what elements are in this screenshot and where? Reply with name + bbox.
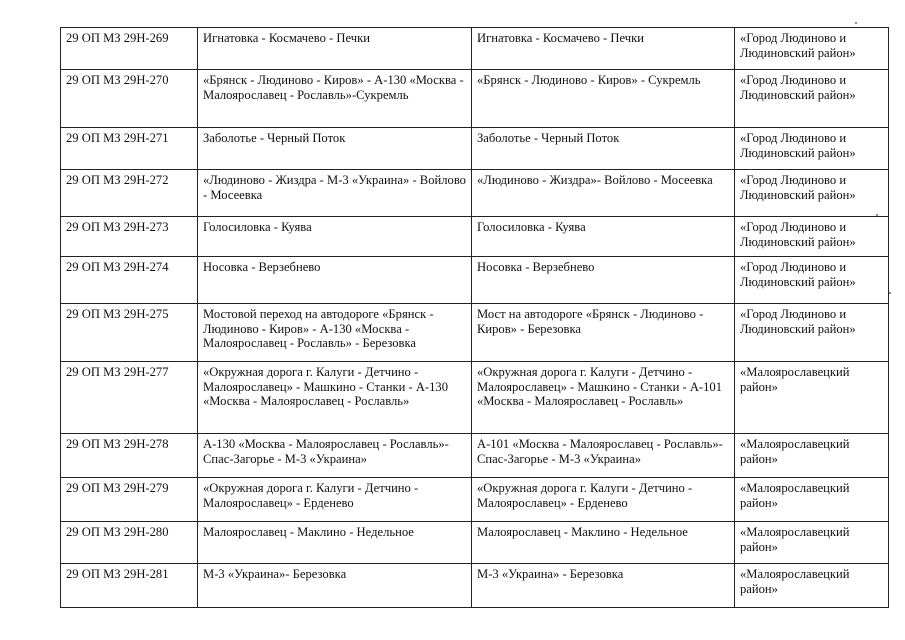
road-name-cell: «Окружная дорога г. Калуги - Детчино - Малоярославец» - Машкино - Станки - А-101 «Москва - Малоярославец - Рославль» bbox=[472, 362, 735, 434]
district-cell: «Город Людиново и Людиновский район» bbox=[735, 170, 889, 217]
road-id-cell: 29 ОП МЗ 29Н-270 bbox=[61, 70, 198, 128]
road-name-cell: Голосиловка - Куява bbox=[472, 217, 735, 257]
roads-table bbox=[60, 27, 889, 608]
district-cell: «Город Людиново и Людиновский район» bbox=[735, 70, 889, 128]
table-row bbox=[61, 128, 889, 170]
district-cell: «Малоярославецкий район» bbox=[735, 478, 889, 522]
route-description-cell: «Окружная дорога г. Калуги - Детчино - Малоярославец» - Ерденево bbox=[198, 478, 472, 522]
table-row bbox=[61, 564, 889, 608]
road-id-cell: 29 ОП МЗ 29Н-278 bbox=[61, 434, 198, 478]
district-cell: «Малоярославецкий район» bbox=[735, 522, 889, 564]
road-id-cell: 29 ОП МЗ 29Н-279 bbox=[61, 478, 198, 522]
road-name-cell: Носовка - Верзебнево bbox=[472, 257, 735, 304]
table-row bbox=[61, 70, 889, 128]
route-description-cell: М-3 «Украина»- Березовка bbox=[198, 564, 472, 608]
road-name-cell: М-3 «Украина» - Березовка bbox=[472, 564, 735, 608]
roads-table-body bbox=[61, 28, 889, 608]
scan-speck bbox=[855, 22, 857, 24]
table-row bbox=[61, 28, 889, 70]
road-id-cell: 29 ОП МЗ 29Н-272 bbox=[61, 170, 198, 217]
road-id-cell: 29 ОП МЗ 29Н-280 bbox=[61, 522, 198, 564]
table-row bbox=[61, 304, 889, 362]
road-id-cell: 29 ОП МЗ 29Н-275 bbox=[61, 304, 198, 362]
road-name-cell: А-101 «Москва - Малоярославец - Рославль»- Спас-Загорье - М-3 «Украина» bbox=[472, 434, 735, 478]
road-id-cell: 29 ОП МЗ 29Н-269 bbox=[61, 28, 198, 70]
district-cell: «Малоярославецкий район» bbox=[735, 564, 889, 608]
table-row bbox=[61, 522, 889, 564]
district-cell: «Город Людиново и Людиновский район» bbox=[735, 28, 889, 70]
road-name-cell: «Окружная дорога г. Калуги - Детчино - Малоярославец» - Ерденево bbox=[472, 478, 735, 522]
scan-speck bbox=[876, 214, 878, 216]
route-description-cell: Игнатовка - Космачево - Печки bbox=[198, 28, 472, 70]
route-description-cell: «Людиново - Жиздра - М-3 «Украина» - Войлово - Мосеевка bbox=[198, 170, 472, 217]
route-description-cell: Голосиловка - Куява bbox=[198, 217, 472, 257]
table-row bbox=[61, 362, 889, 434]
scan-speck bbox=[889, 292, 891, 294]
table-row bbox=[61, 257, 889, 304]
road-name-cell: Мост на автодороге «Брянск - Людиново - Киров» - Березовка bbox=[472, 304, 735, 362]
road-id-cell: 29 ОП МЗ 29Н-281 bbox=[61, 564, 198, 608]
district-cell: «Город Людиново и Людиновский район» bbox=[735, 304, 889, 362]
route-description-cell: «Брянск - Людиново - Киров» - А-130 «Москва - Малоярославец - Рославль»-Сукремль bbox=[198, 70, 472, 128]
route-description-cell: Мостовой переход на автодороге «Брянск - Людиново - Киров» - А-130 «Москва - Малоярославец - Рославль» - Березовка bbox=[198, 304, 472, 362]
road-name-cell: Игнатовка - Космачево - Печки bbox=[472, 28, 735, 70]
road-id-cell: 29 ОП МЗ 29Н-273 bbox=[61, 217, 198, 257]
road-id-cell: 29 ОП МЗ 29Н-277 bbox=[61, 362, 198, 434]
table-row bbox=[61, 217, 889, 257]
table-row bbox=[61, 434, 889, 478]
road-name-cell: «Брянск - Людиново - Киров» - Сукремль bbox=[472, 70, 735, 128]
district-cell: «Малоярославецкий район» bbox=[735, 434, 889, 478]
table-row bbox=[61, 478, 889, 522]
route-description-cell: А-130 «Москва - Малоярославец - Рославль»- Спас-Загорье - М-3 «Украина» bbox=[198, 434, 472, 478]
table-row bbox=[61, 170, 889, 217]
route-description-cell: «Окружная дорога г. Калуги - Детчино - Малоярославец» - Машкино - Станки - А-130 «Москва - Малоярославец - Рославль» bbox=[198, 362, 472, 434]
district-cell: «Город Людиново и Людиновский район» bbox=[735, 217, 889, 257]
route-description-cell: Носовка - Верзебнево bbox=[198, 257, 472, 304]
district-cell: «Город Людиново и Людиновский район» bbox=[735, 128, 889, 170]
district-cell: «Город Людиново и Людиновский район» bbox=[735, 257, 889, 304]
road-id-cell: 29 ОП МЗ 29Н-271 bbox=[61, 128, 198, 170]
route-description-cell: Малоярославец - Маклино - Недельное bbox=[198, 522, 472, 564]
district-cell: «Малоярославецкий район» bbox=[735, 362, 889, 434]
document-page bbox=[60, 27, 888, 608]
route-description-cell: Заболотье - Черный Поток bbox=[198, 128, 472, 170]
road-id-cell: 29 ОП МЗ 29Н-274 bbox=[61, 257, 198, 304]
road-name-cell: «Людиново - Жиздра»- Войлово - Мосеевка bbox=[472, 170, 735, 217]
road-name-cell: Малоярославец - Маклино - Недельное bbox=[472, 522, 735, 564]
road-name-cell: Заболотье - Черный Поток bbox=[472, 128, 735, 170]
